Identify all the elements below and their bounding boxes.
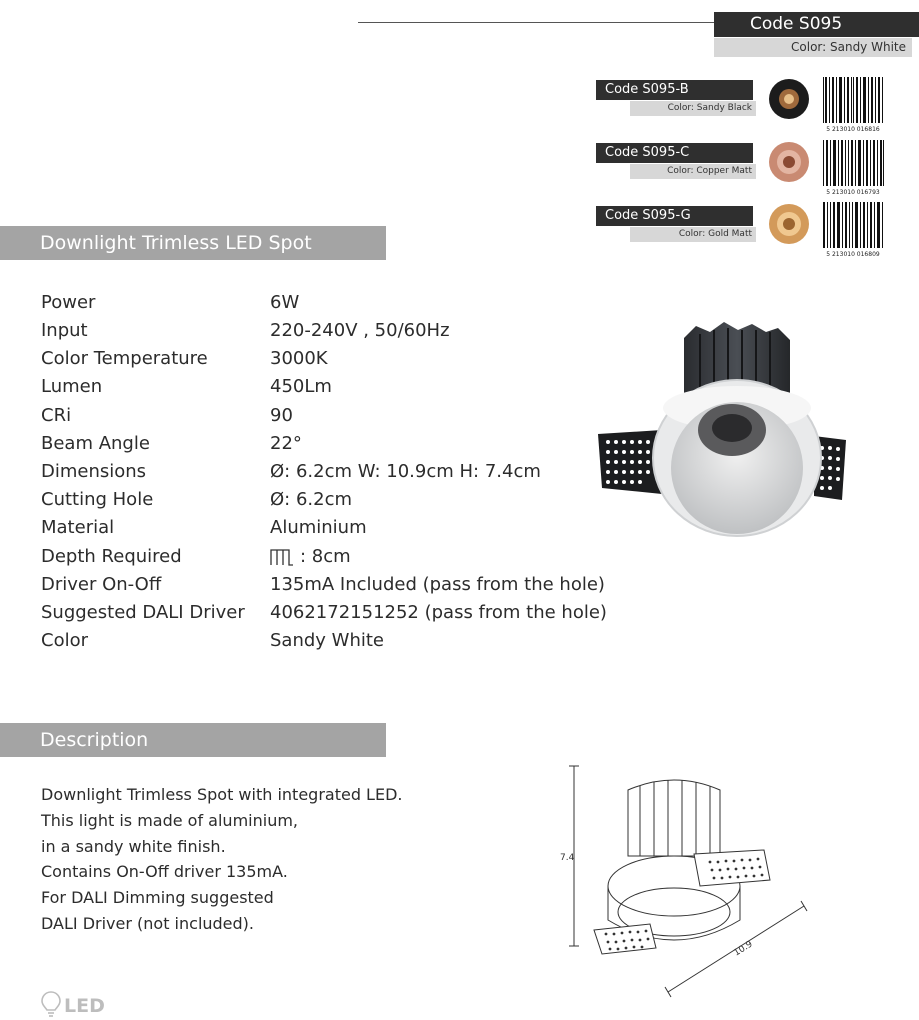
gold-swatch-icon: [767, 202, 811, 246]
description-line: For DALI Dimming suggested: [41, 888, 274, 907]
description-line: in a sandy white finish.: [41, 837, 226, 856]
spec-value: 220-240V , 50/60Hz: [270, 320, 450, 341]
variant-color-black: Color: Sandy Black: [630, 101, 756, 116]
variant-code-copper: Code S095-C: [596, 143, 753, 163]
spec-value: 450Lm: [270, 376, 332, 397]
spec-row-power: [41, 289, 601, 317]
spec-label: Driver On-Off: [41, 574, 162, 595]
barcode-number: 5 213010 016809: [826, 251, 880, 258]
spec-row-color-temperature: [41, 345, 601, 373]
technical-drawing: [560, 760, 810, 1010]
variant-color-copper: Color: Copper Matt: [630, 164, 756, 179]
variant-code-black: Code S095-B: [596, 80, 753, 100]
spec-label: Power: [41, 292, 96, 313]
spec-label: Cutting Hole: [41, 489, 154, 510]
spec-row-depth-required: [41, 543, 601, 571]
spec-value: Sandy White: [270, 630, 385, 651]
spec-label: CRi: [41, 405, 72, 426]
led-label: LED: [64, 995, 105, 1017]
description-line: This light is made of aluminium,: [41, 811, 298, 830]
product-color: Color: Sandy White: [714, 38, 912, 57]
spec-label: Beam Angle: [41, 433, 150, 454]
barcode-copper-icon: [820, 137, 886, 197]
barcode-black-icon: [820, 74, 886, 134]
spec-label: Suggested DALI Driver: [41, 602, 245, 623]
spec-row-color: [41, 627, 601, 655]
spec-label: Color: [41, 630, 88, 651]
bulb-icon: [40, 990, 62, 1018]
spec-row-beam-angle: [41, 430, 601, 458]
spec-row-material: [41, 514, 601, 542]
spec-row-cutting-hole: [41, 486, 601, 514]
description-line: Downlight Trimless Spot with integrated LED.: [41, 785, 403, 804]
spec-label: Input: [41, 320, 88, 341]
spec-value: Ø: 6.2cm W: 10.9cm H: 7.4cm: [270, 461, 541, 482]
spec-value: 22°: [270, 433, 302, 454]
barcode-number: 5 213010 016816: [826, 126, 880, 133]
spec-label: Color Temperature: [41, 348, 208, 369]
spec-value: 135mA Included (pass from the hole): [270, 574, 605, 595]
product-code: Code S095: [714, 12, 919, 37]
copper-swatch-icon: [767, 140, 811, 184]
spec-row-lumen: [41, 373, 601, 401]
description-line: Contains On-Off driver 135mA.: [41, 862, 288, 881]
depth-icon: [270, 548, 294, 566]
black-swatch-icon: [767, 77, 811, 121]
downlight-product-image: [592, 318, 852, 558]
header-rule: [358, 22, 716, 23]
spec-row-dali-driver: [41, 599, 607, 627]
spec-value: 90: [270, 405, 293, 426]
width-dimension-label: 10.9: [732, 939, 755, 959]
barcode-gold-icon: [820, 199, 886, 259]
height-dimension-label: 7.4: [560, 853, 575, 863]
spec-row-dimensions: [41, 458, 601, 486]
spec-row-input: [41, 317, 601, 345]
spec-row-cri: [41, 402, 601, 430]
spec-value: 3000K: [270, 348, 328, 369]
spec-label: Dimensions: [41, 461, 147, 482]
description-line: DALI Driver (not included).: [41, 914, 255, 933]
barcode-number: 5 213010 016793: [826, 189, 880, 196]
spec-value: Aluminium: [270, 517, 367, 538]
spec-value: 6W: [270, 292, 300, 313]
spec-value: 4062172151252 (pass from the hole): [270, 602, 607, 623]
spec-label: Lumen: [41, 376, 103, 397]
spec-label: Material: [41, 517, 115, 538]
spec-row-driver: [41, 571, 605, 599]
product-title-bar: Downlight Trimless LED Spot: [0, 226, 386, 260]
variant-color-gold: Color: Gold Matt: [630, 227, 756, 242]
spec-label: Depth Required: [41, 546, 182, 567]
variant-code-gold: Code S095-G: [596, 206, 753, 226]
spec-value: : 8cm: [300, 546, 351, 567]
description-title-bar: Description: [0, 723, 386, 757]
spec-value: Ø: 6.2cm: [270, 489, 353, 510]
